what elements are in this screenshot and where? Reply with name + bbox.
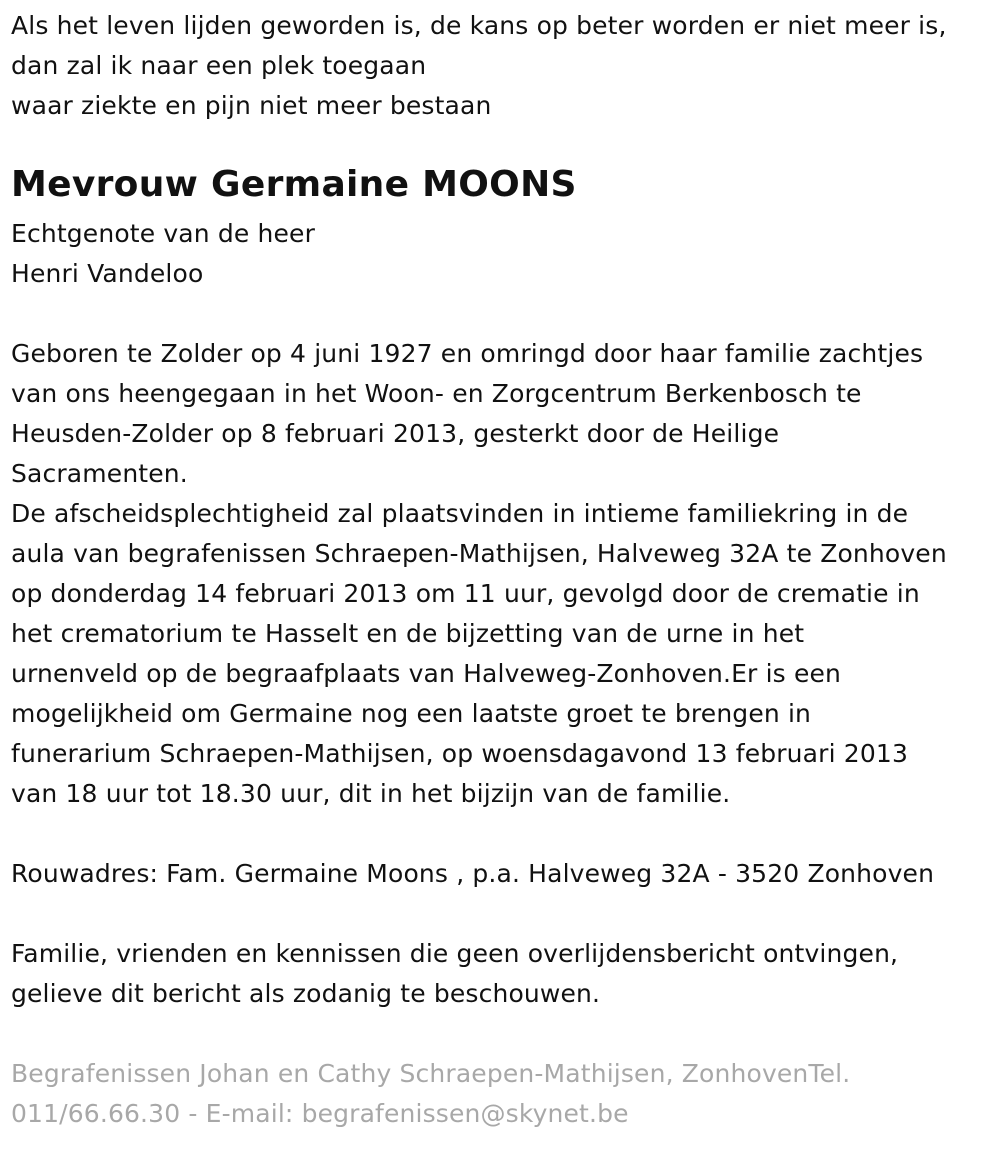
poem-line: dan zal ik naar een plek toegaan (11, 51, 427, 80)
spouse-line: Henri Vandeloo (11, 259, 204, 288)
notice-line: gelieve dit bericht als zodanig te beschouwen. (11, 979, 601, 1008)
email-link[interactable]: begrafenissen@skynet.be (301, 1099, 629, 1128)
spouse-line: Echtgenote van de heer (11, 219, 315, 248)
poem-line: waar ziekte en pijn niet meer bestaan (11, 91, 492, 120)
spouse-info (11, 214, 315, 294)
funeral-home-footer (11, 1054, 850, 1134)
body-line: van ons heengegaan in het Woon- en Zorgcentrum Berkenbosch te (11, 379, 862, 408)
poem (11, 6, 947, 126)
mourning-address (11, 854, 934, 894)
body-line: De afscheidsplechtigheid zal plaatsvinden in intieme familiekring in de (11, 499, 909, 528)
body-line: Geboren te Zolder op 4 juni 1927 en omringd door haar familie zachtjes (11, 339, 924, 368)
deceased-name: Mevrouw Germaine MOONS (11, 164, 577, 205)
notice (11, 934, 898, 1014)
body-line: urnenveld op de begraafplaats van Halveweg-Zonhoven.Er is een (11, 659, 841, 688)
footer-line: Begrafenissen Johan en Cathy Schraepen-Mathijsen, ZonhovenTel. (11, 1059, 851, 1088)
body-line: op donderdag 14 februari 2013 om 11 uur, gevolgd door de crematie in (11, 579, 920, 608)
footer-contact-prefix: 011/66.66.30 - E-mail: (11, 1099, 302, 1128)
body-line: Sacramenten. (11, 459, 188, 488)
poem-line: Als het leven lijden geworden is, de kans op beter worden er niet meer is, (11, 11, 947, 40)
body-line: funerarium Schraepen-Mathijsen, op woensdagavond 13 februari 2013 (11, 739, 908, 768)
body-line: aula van begrafenissen Schraepen-Mathijsen, Halveweg 32A te Zonhoven (11, 539, 947, 568)
obituary-body (11, 334, 947, 814)
body-line: Heusden-Zolder op 8 februari 2013, gesterkt door de Heilige (11, 419, 780, 448)
body-line: mogelijkheid om Germaine nog een laatste groet te brengen in (11, 699, 812, 728)
notice-line: Familie, vrienden en kennissen die geen overlijdensbericht ontvingen, (11, 939, 899, 968)
body-line: van 18 uur tot 18.30 uur, dit in het bijzijn van de familie. (11, 779, 731, 808)
body-line: het crematorium te Hasselt en de bijzetting van de urne in het (11, 619, 805, 648)
address-line: Rouwadres: Fam. Germaine Moons , p.a. Halveweg 32A - 3520 Zonhoven (11, 859, 935, 888)
footer-contact-line (11, 1094, 850, 1134)
